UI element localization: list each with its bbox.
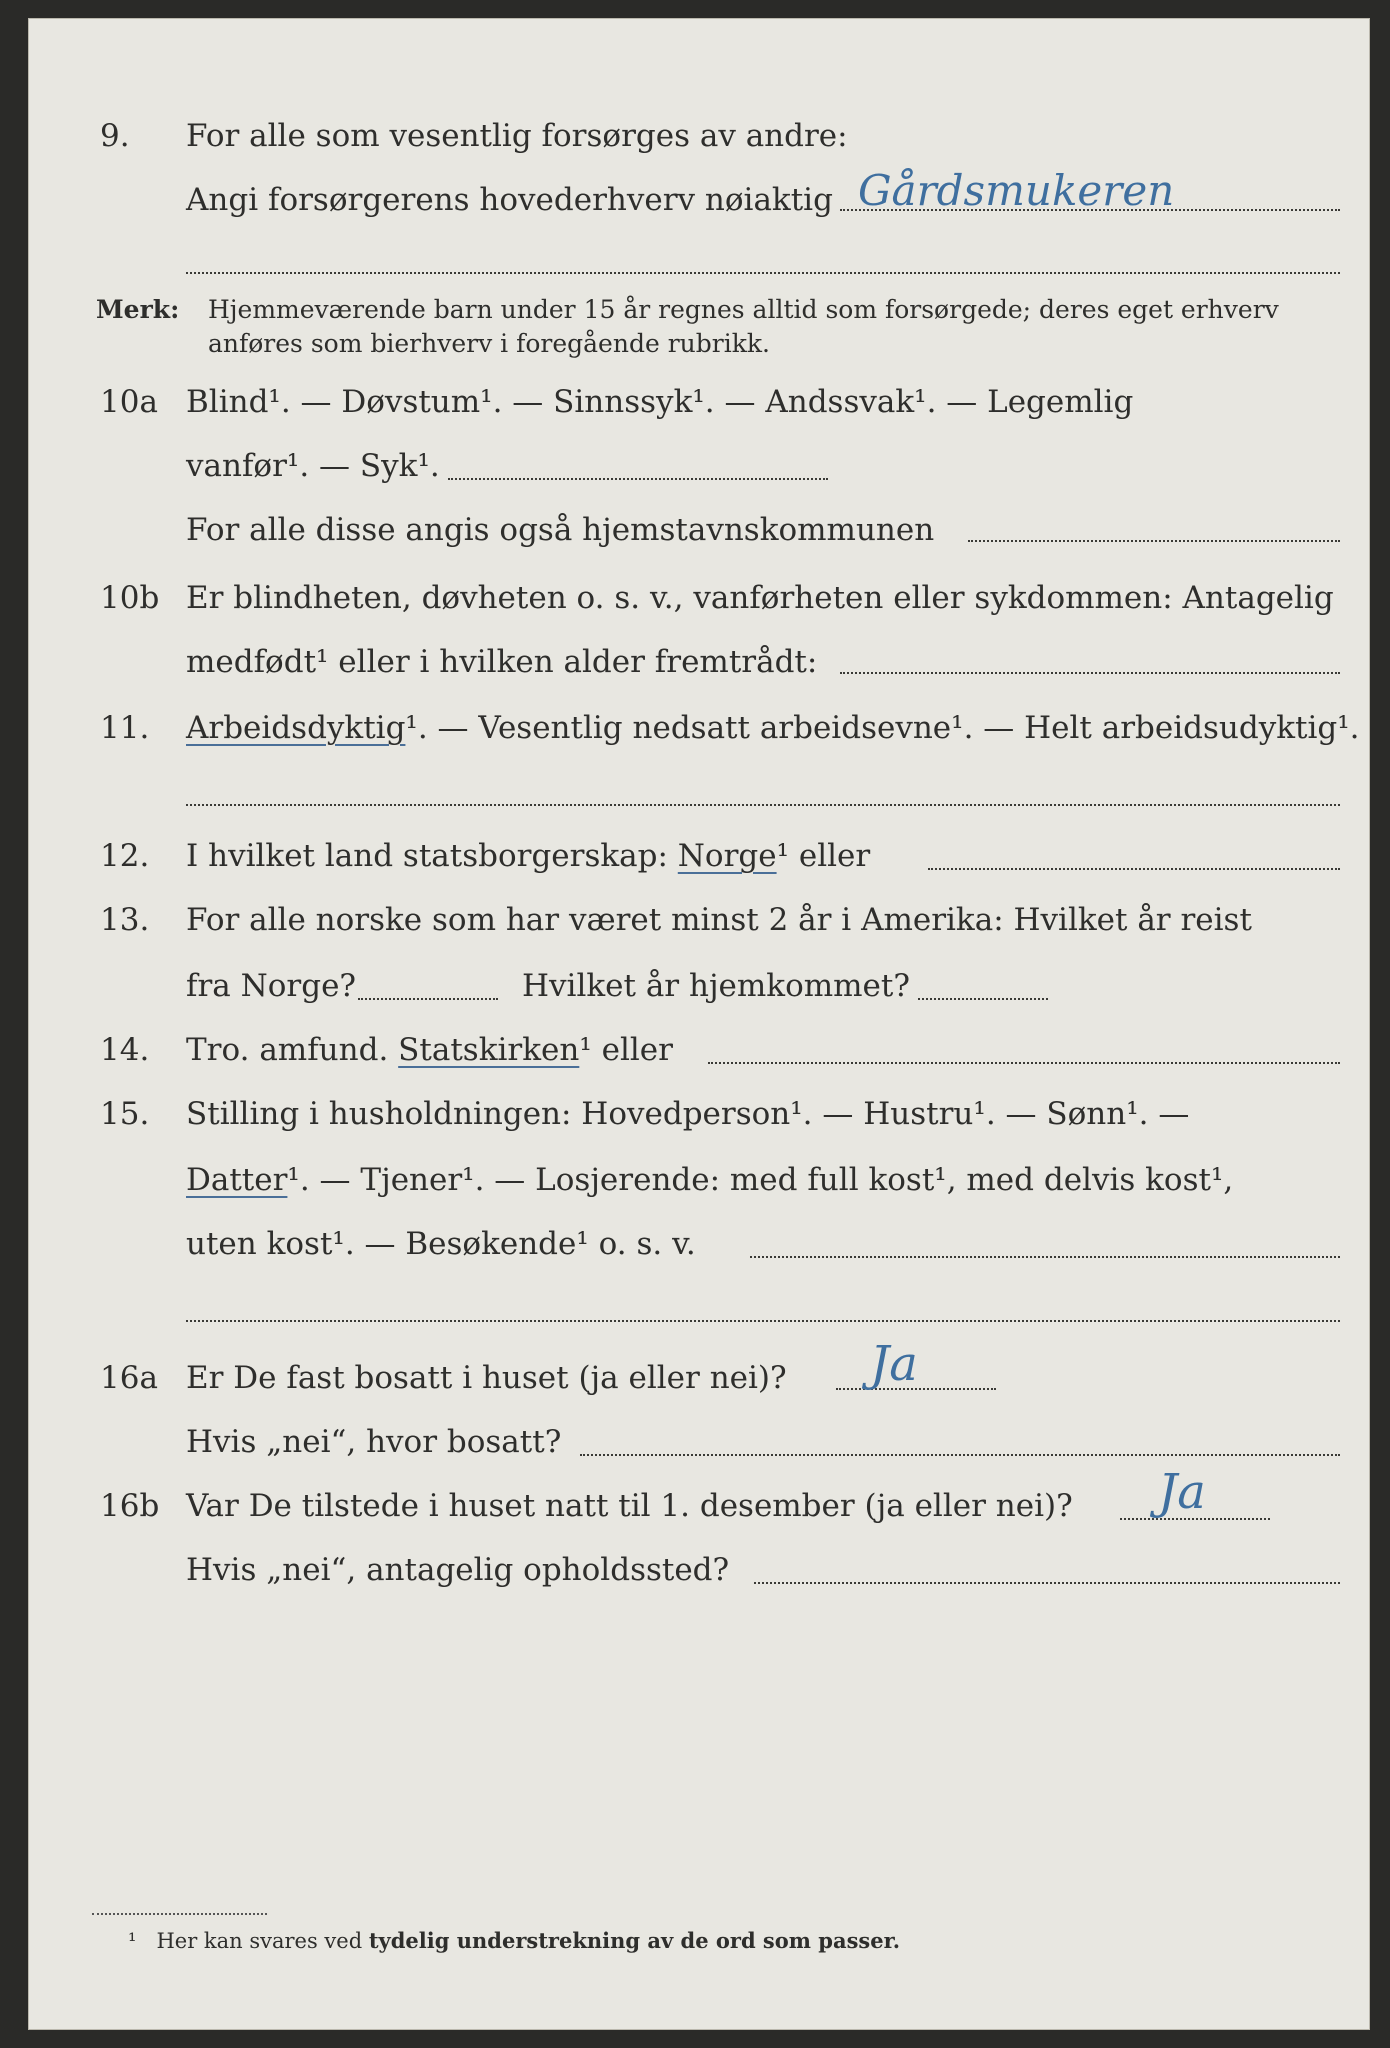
q13-reist-line — [358, 998, 498, 1000]
q14-text-part1: Tro. amfund. — [186, 1032, 399, 1068]
q14-number: 14. — [100, 1032, 150, 1068]
q13-hjemkommet-line — [918, 998, 1048, 1000]
q15-text-line3: uten kost¹. — Besøkende¹ o. s. v. — [186, 1226, 696, 1262]
q12-answer-line — [928, 868, 1340, 870]
q10a-text-line2: vanfør¹. — Syk¹. — [186, 448, 440, 484]
q11-text-rest: ¹. — Vesentlig nedsatt arbeidsevne¹. — Helt arbeidsudyktig¹. — [405, 710, 1360, 746]
q12-text-part3: ¹ eller — [776, 838, 871, 874]
q14-text — [186, 1028, 673, 1072]
census-form-page — [28, 18, 1370, 2030]
q16a-handwritten-answer: Ja — [870, 1336, 918, 1392]
q10a-text-line3: For alle disse angis også hjemstavnskommunen — [186, 512, 935, 548]
footnote-mark: ¹ — [128, 1929, 137, 1953]
q9-number: 9. — [100, 118, 130, 154]
q15-text-line2 — [186, 1158, 1233, 1202]
q9-text-line1: For alle som vesentlig forsørges av andre: — [186, 118, 848, 154]
q16a-number: 16a — [100, 1360, 158, 1396]
q9-handwritten-answer: Gårdsmukeren — [858, 166, 1175, 215]
q13-text-line2b: Hvilket år hjemkommet? — [522, 968, 910, 1004]
footnote-text-part1: Her kan svares ved — [156, 1929, 369, 1953]
q10b-text-line2: medfødt¹ eller i hvilken alder fremtrådt: — [186, 644, 818, 680]
q12-underlined-option: Norge — [677, 838, 777, 874]
q9-text-line2: Angi forsørgerens hovederhverv nøiaktig — [186, 182, 833, 218]
q10a-number: 10a — [100, 384, 158, 420]
q15-answer-line — [750, 1256, 1340, 1258]
q15-underlined-option: Datter — [186, 1162, 288, 1198]
footnote-rule — [92, 1913, 267, 1915]
q13-text-line1: For alle norske som har været minst 2 år i Amerika: Hvilket år reist — [186, 902, 1252, 938]
q16b-number: 16b — [100, 1488, 160, 1524]
q16b-opholdssted-line — [754, 1582, 1340, 1584]
q16b-text-line2: Hvis „nei“, antagelig opholdssted? — [186, 1552, 730, 1588]
q16a-text-line1: Er De fast bosatt i huset (ja eller nei)? — [186, 1360, 787, 1396]
q10b-answer-line — [840, 672, 1340, 674]
q15-extra-line — [186, 1320, 1340, 1322]
q13-number: 13. — [100, 902, 150, 938]
q10a-kommune-line — [968, 540, 1340, 542]
q11-number: 11. — [100, 710, 150, 746]
q12-text-part1: I hvilket land statsborgerskap: — [186, 838, 678, 874]
q12-text — [186, 834, 870, 878]
q11-answer-line — [186, 804, 1340, 806]
q14-answer-line — [708, 1062, 1340, 1064]
q15-text-line1: Stilling i husholdningen: Hovedperson¹. — Hustru¹. — Sønn¹. — — [186, 1096, 1190, 1132]
q11-text — [186, 706, 1360, 750]
q14-text-part3: ¹ eller — [579, 1032, 673, 1068]
q12-number: 12. — [100, 838, 150, 874]
q10b-text-line1: Er blindheten, døvheten o. s. v., vanførheten eller sykdommen: Antagelig — [186, 580, 1334, 616]
merk-label: Merk: — [96, 295, 180, 324]
q16a-bosatt-line — [580, 1454, 1340, 1456]
footnote — [128, 1928, 900, 1953]
q15-text-line2-rest: ¹. — Tjener¹. — Losjerende: med full kost¹, med delvis kost¹, — [287, 1162, 1234, 1198]
q10a-syk-line — [448, 478, 828, 480]
q14-underlined-option: Statskirken — [398, 1032, 580, 1068]
q10a-text-line1: Blind¹. — Døvstum¹. — Sinnssyk¹. — Andssvak¹. — Legemlig — [186, 384, 1134, 420]
merk-text-line1: Hjemmeværende barn under 15 år regnes alltid som forsørgede; deres eget erhverv — [208, 295, 1279, 324]
q15-number: 15. — [100, 1096, 150, 1132]
q9-extra-line — [186, 272, 1340, 274]
q16b-handwritten-answer: Ja — [1158, 1464, 1206, 1520]
q16a-text-line2: Hvis „nei“, hvor bosatt? — [186, 1424, 562, 1460]
footnote-text-part2: tydelig understrekning av de ord som passer. — [368, 1928, 901, 1953]
merk-text-line2: anføres som bierhverv i foregående rubrikk. — [208, 329, 770, 358]
q10b-number: 10b — [100, 580, 160, 616]
q11-underlined-option: Arbeidsdyktig — [186, 710, 406, 746]
q16b-text-line1: Var De tilstede i huset natt til 1. desember (ja eller nei)? — [186, 1488, 1073, 1524]
q13-text-line2a: fra Norge? — [186, 968, 357, 1004]
